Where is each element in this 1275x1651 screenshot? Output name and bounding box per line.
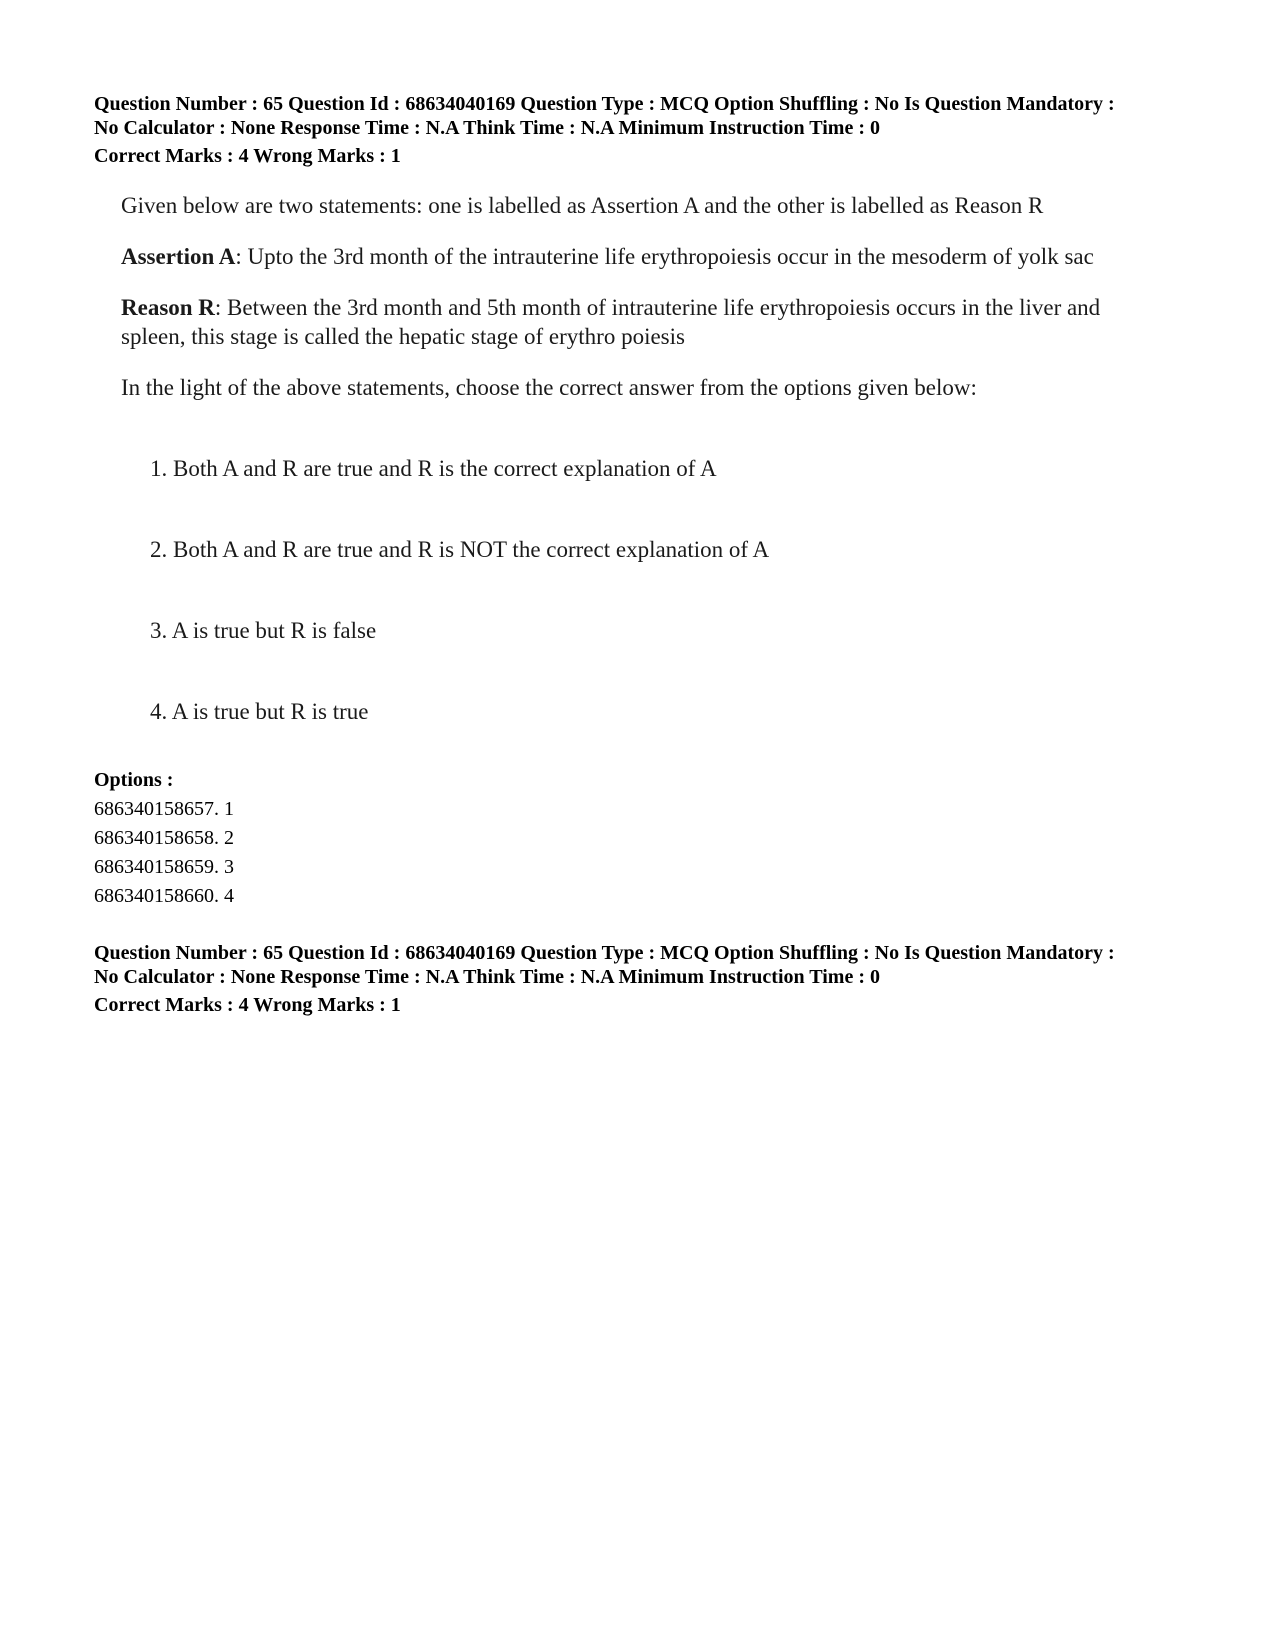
reason-text: : Between the 3rd month and 5th month of intrauterine life erythropoiesis occurs in the liver and spleen, this stage is called the hepatic stage of erythro poiesis [121,295,1101,349]
marks-line: Correct Marks : 4 Wrong Marks : 1 [94,145,401,167]
question-meta-top [94,92,1115,168]
option-row: 686340158660. 4 [94,885,234,907]
reason-statement [121,293,1153,351]
choice-2: 2. Both A and R are true and R is NOT the correct explanation of A [150,537,770,562]
assertion-text: : Upto the 3rd month of the intrauterine life erythropoiesis occur in the mesoderm of yolk sac [235,244,1094,269]
choice-1: 1. Both A and R are true and R is the correct explanation of A [150,456,717,481]
question-intro: Given below are two statements: one is labelled as Assertion A and the other is labelled as Reason R [121,193,1044,218]
choice-3: 3. A is true but R is false [150,618,377,643]
options-label: Options : [94,769,174,791]
assertion-label: Assertion A [121,244,236,269]
options-list [94,766,234,911]
assertion-statement [121,242,1153,271]
meta-line-2: No Calculator : None Response Time : N.A Think Time : N.A Minimum Instruction Time : 0 [94,966,880,988]
option-row: 686340158657. 1 [94,798,234,820]
choice-4: 4. A is true but R is true [150,699,369,724]
meta-line-1: Question Number : 65 Question Id : 68634040169 Question Type : MCQ Option Shuffling : No Is Question Mandatory : [94,942,1115,964]
meta-line-2: No Calculator : None Response Time : N.A Think Time : N.A Minimum Instruction Time : 0 [94,117,880,139]
question-instruction: In the light of the above statements, choose the correct answer from the options given below: [121,375,977,400]
question-meta-bottom [94,941,1115,1017]
marks-line: Correct Marks : 4 Wrong Marks : 1 [94,994,401,1016]
meta-line-1: Question Number : 65 Question Id : 68634040169 Question Type : MCQ Option Shuffling : No Is Question Mandatory : [94,93,1115,115]
reason-label: Reason R [121,295,215,320]
option-row: 686340158658. 2 [94,827,234,849]
question-body [113,186,1173,751]
option-row: 686340158659. 3 [94,856,234,878]
